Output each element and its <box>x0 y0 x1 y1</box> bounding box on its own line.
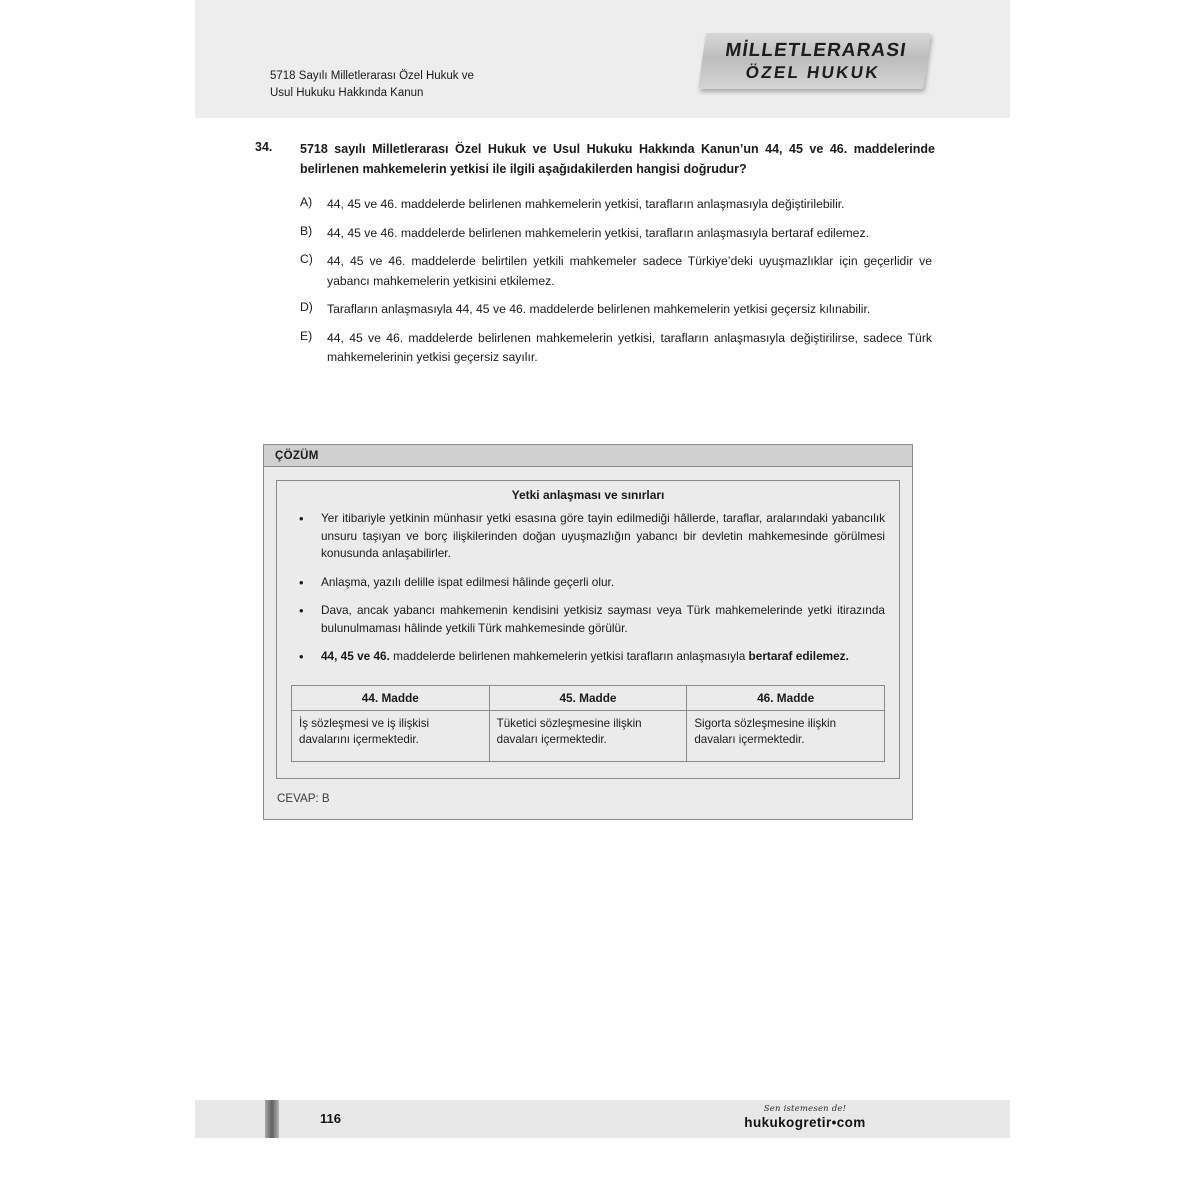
bullet-text-2: Anlaşma, yazılı delille ispat edilmesi hâlinde geçerli olur. <box>321 574 615 589</box>
page-header <box>195 0 1010 118</box>
option-c-text: 44, 45 ve 46. maddelerde belirtilen yetkili mahkemeler sadece Türkiye’deki uyuşmazlıklar için geçerlidir ve yabancı mahkemelerin yetkisini etkilemez. <box>327 254 932 288</box>
option-e-text: 44, 45 ve 46. maddelerde belirlenen mahkemelerin yetkisi, tarafların anlaşmasıyla değiştirilirse, sadece Türk mahkemelerinin yetkisi geçersiz sayılır. <box>327 330 932 364</box>
table-cell-45: Tüketici sözleşmesine ilişkin davaları içermektedir. <box>489 710 687 761</box>
solution-inner-box <box>276 480 900 779</box>
solution-inner-title: Yetki anlaşması ve sınırları <box>511 488 665 502</box>
logo-line-2: ÖZEL HUKUK <box>744 62 882 82</box>
option-d-letter: D) <box>300 300 313 314</box>
table-cell-46: Sigorta sözleşmesine ilişkin davaları içermektedir. <box>687 710 885 761</box>
document-title <box>270 68 600 102</box>
page-footer <box>195 1100 1010 1138</box>
bullet-marker-1: • <box>299 511 304 526</box>
table-header-row <box>292 685 885 710</box>
logo-line-1: MİLLETLERARASI <box>724 39 909 61</box>
brand-block <box>710 1104 900 1130</box>
option-b-letter: B) <box>300 223 313 238</box>
bullet-text-4-part-2: maddelerde belirlenen mahkemelerin yetkisi tarafların anlaşmasıyla <box>393 649 749 663</box>
option-b[interactable] <box>300 224 932 244</box>
table-cell-44: İş sözleşmesi ve iş ilişkisi davalarını içermektedir. <box>292 710 490 761</box>
solution-header: ÇÖZÜM <box>264 445 912 467</box>
madde-table <box>291 685 885 762</box>
solution-box <box>263 444 913 820</box>
document-page <box>195 0 1010 1200</box>
bullet-item-1 <box>291 510 885 563</box>
document-title-line1: 5718 Sayılı Milletlerarası Özel Hukuk ve <box>270 70 474 82</box>
option-c[interactable] <box>300 252 932 291</box>
logo-text <box>698 33 931 89</box>
bullet-marker-4: • <box>299 649 304 664</box>
subject-logo <box>702 33 927 89</box>
bullet-item-2 <box>291 574 885 592</box>
option-c-letter: C) <box>300 252 313 266</box>
options-list <box>300 195 932 377</box>
table-row <box>292 710 885 761</box>
option-a-letter: A) <box>300 195 313 209</box>
table-header-46: 46. Madde <box>687 685 885 710</box>
question-number: 34. <box>255 140 273 154</box>
bullet-text-3: Dava, ancak yabancı mahkemenin kendisini yetkisiz sayması veya Türk mahkemelerinde yetki itirazında bulunulmaması hâlinde yetkili Türk mahkemesinde görülür. <box>321 603 885 635</box>
question-block <box>255 140 935 179</box>
question-text: 5718 sayılı Milletlerarası Özel Hukuk ve Usul Hukuku Hakkında Kanun’un 44, 45 ve 46. maddelerinde belirlenen mahkemelerin yetkisi ile ilgili aşağıdakilerden hangisi doğrudur? <box>300 142 935 176</box>
table-header-44: 44. Madde <box>292 685 490 710</box>
bullet-text-4-part-3: bertaraf edilemez. <box>748 649 849 663</box>
bullet-text-4-part-1: 44, 45 ve 46. <box>321 649 394 663</box>
option-d[interactable] <box>300 300 932 320</box>
document-title-line2: Usul Hukuku Hakkında Kanun <box>270 87 424 99</box>
bullet-marker-3: • <box>299 603 304 618</box>
option-d-text: Tarafların anlaşmasıyla 44, 45 ve 46. maddelerde belirlenen mahkemelerin yetkisi geçersiz kılınabilir. <box>327 302 871 316</box>
page-number: 116 <box>320 1111 341 1126</box>
brand-slogan: Sen istemesen de! <box>763 1104 847 1114</box>
answer-label: CEVAP: B <box>277 791 330 805</box>
bullet-item-4 <box>291 648 885 666</box>
bullet-marker-2: • <box>299 574 304 590</box>
footer-accent-bar <box>265 1100 279 1138</box>
table-header-45: 45. Madde <box>489 685 687 710</box>
brand-name: hukukogretir•com <box>744 1115 866 1130</box>
bullet-item-3 <box>291 602 885 637</box>
option-a[interactable] <box>300 195 932 215</box>
option-a-text: 44, 45 ve 46. maddelerde belirlenen mahkemelerin yetkisi, tarafların anlaşmasıyla değiştirilebilir. <box>327 197 845 211</box>
option-e[interactable] <box>300 329 932 368</box>
option-e-letter: E) <box>300 328 313 343</box>
bullet-text-1: Yer itibariyle yetkinin münhasır yetki esasına göre tayin edilmediği hâllerde, taraflar, aralarındaki yabancılık unsuru taşıyan ve borç ilişkilerinden doğan uyuşmazlığın yabancı bir devletin mahkemesinde görülmesi konusunda anlaşabilirler. <box>321 511 885 560</box>
solution-bullets <box>277 510 899 681</box>
option-b-text: 44, 45 ve 46. maddelerde belirlenen mahkemelerin yetkisi, tarafların anlaşmasıyla bertaraf edilemez. <box>327 225 869 240</box>
